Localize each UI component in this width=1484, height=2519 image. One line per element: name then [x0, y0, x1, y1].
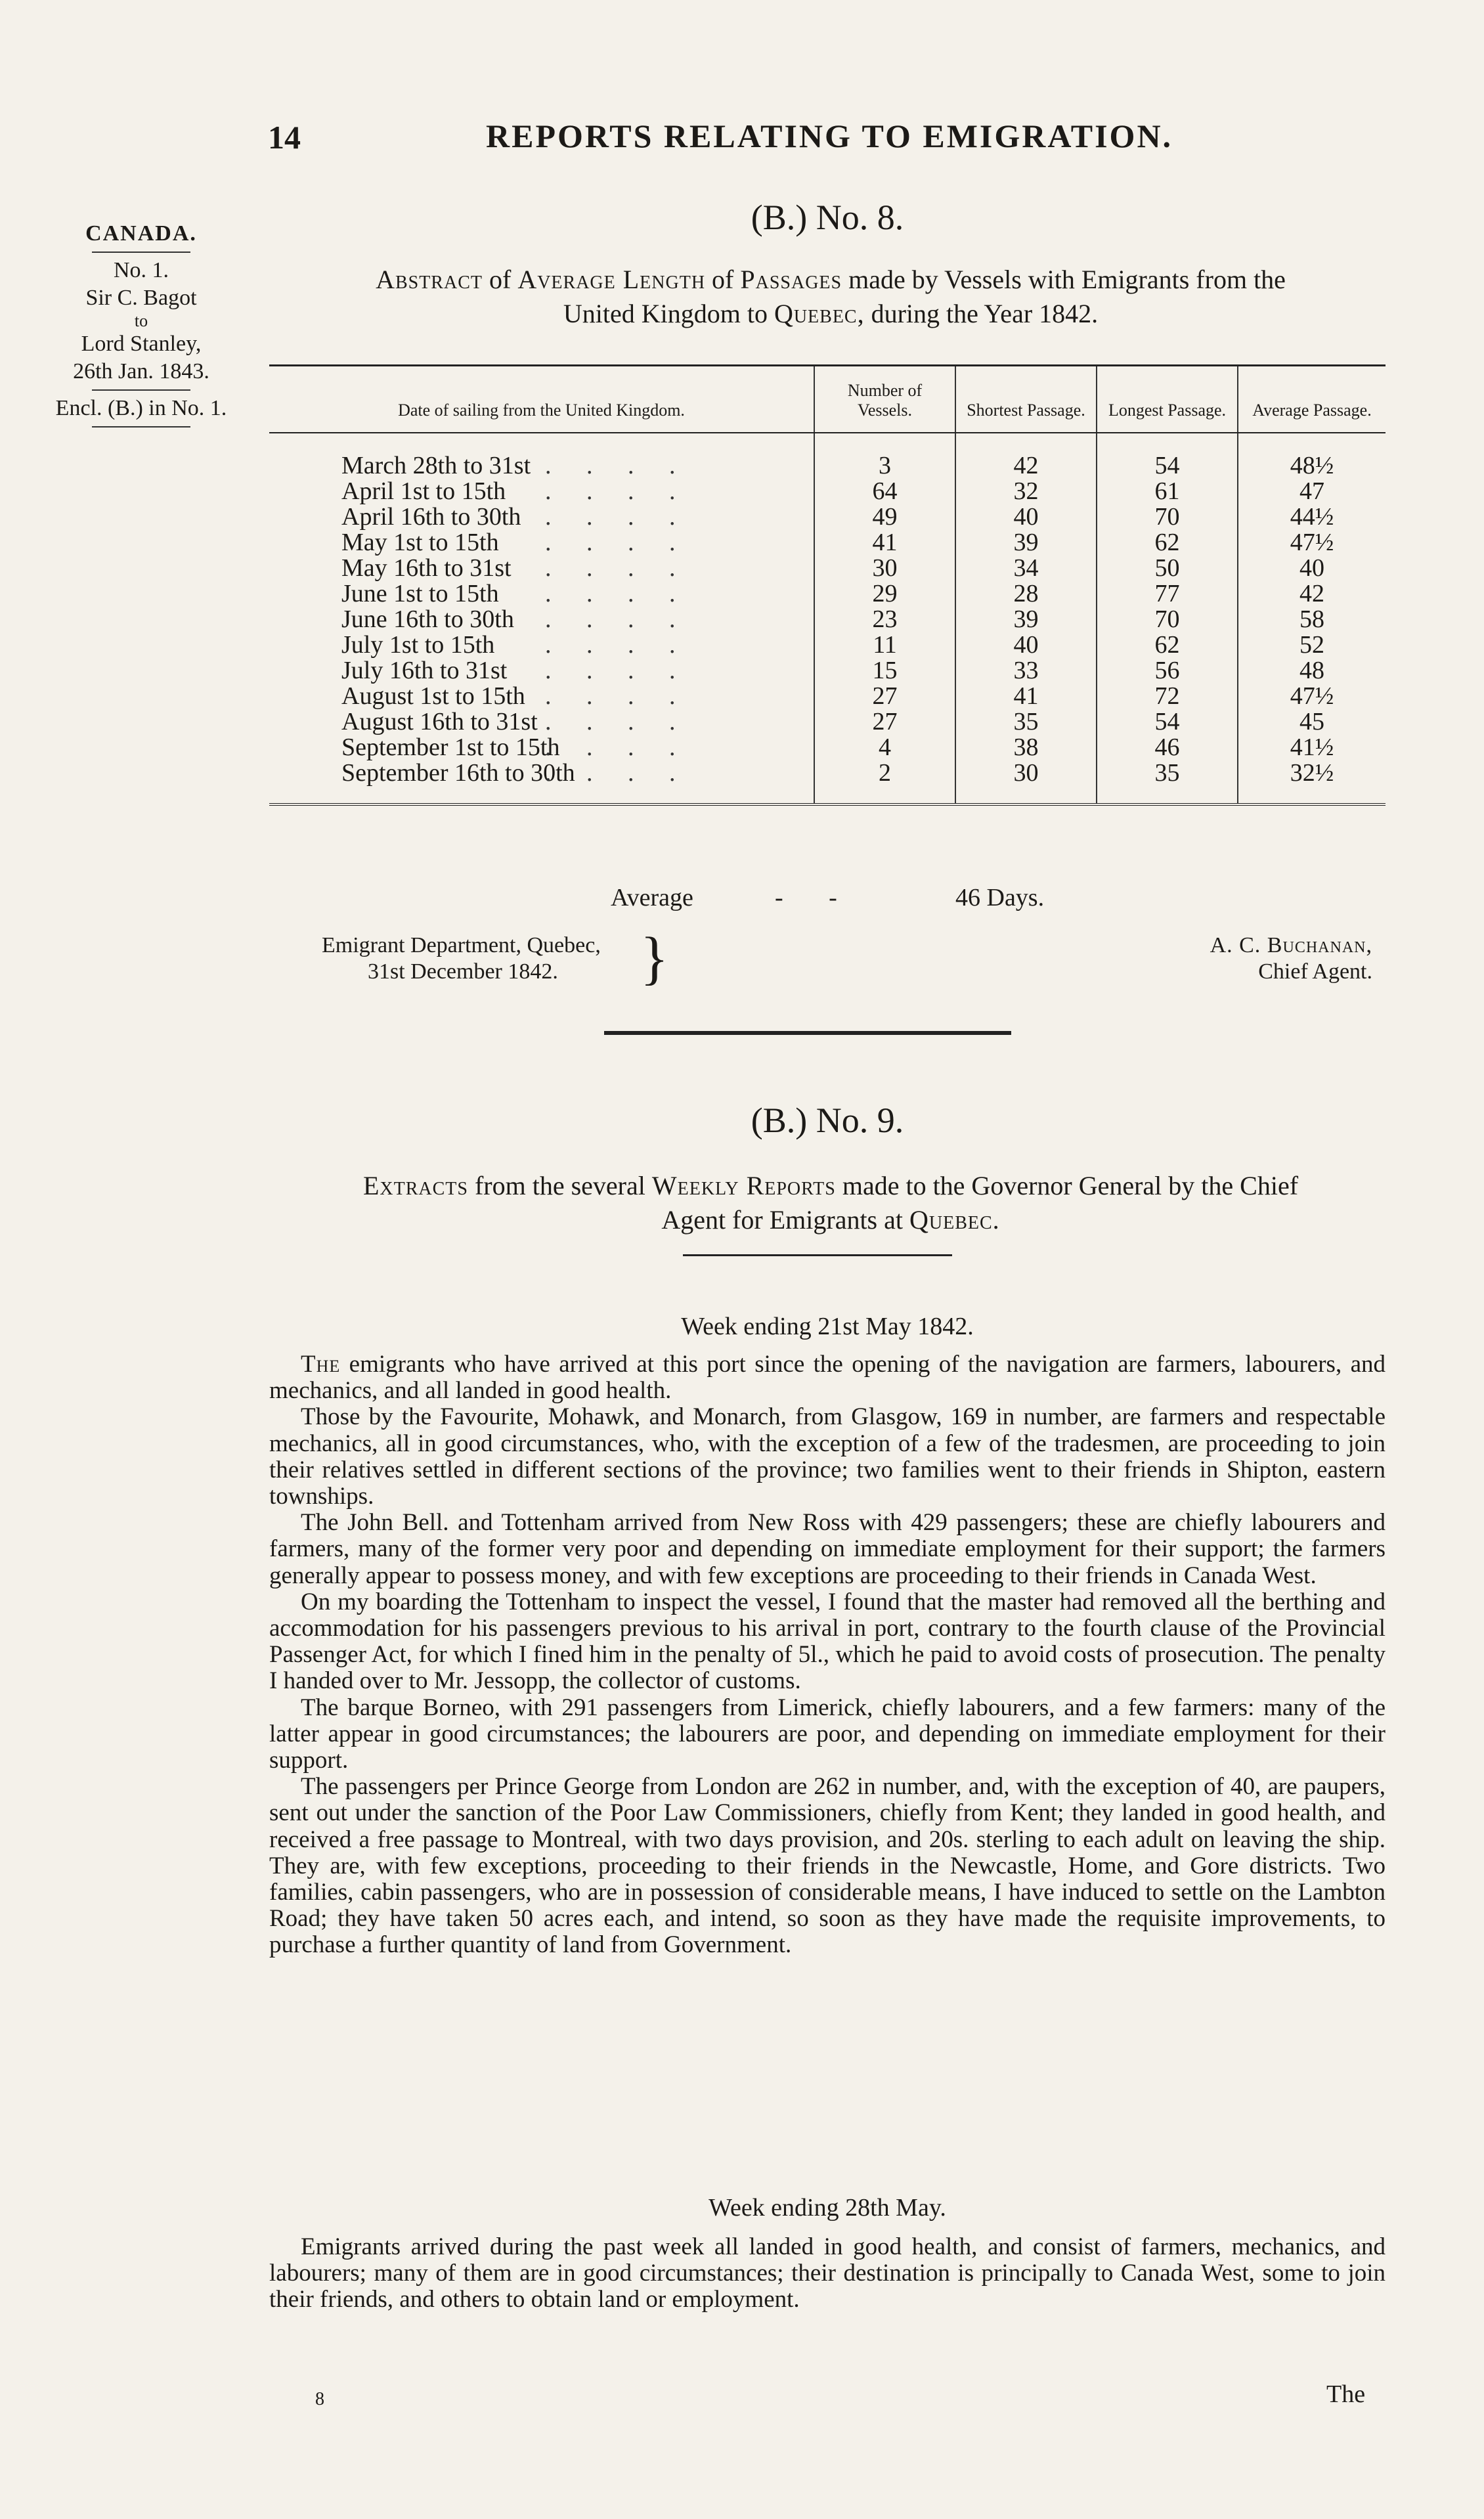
signature-mark: 8 [315, 2389, 324, 2409]
row-leader: . . . . [545, 657, 690, 684]
table-row [269, 479, 1386, 504]
row-date [269, 504, 814, 530]
row-shortest: 38 [955, 735, 1097, 760]
margin-enclosure: Encl. (B.) in No. 1. [55, 396, 227, 420]
row-shortest: 35 [955, 709, 1097, 735]
row-date [269, 760, 814, 804]
row-vessels: 4 [814, 735, 955, 760]
margin-rule [92, 252, 190, 253]
abstract-text: United Kingdom to [563, 299, 768, 328]
row-average: 48 [1238, 658, 1386, 684]
row-longest: 70 [1097, 607, 1238, 632]
signatory-name: A. C. Buchanan, [1210, 933, 1372, 957]
row-leader: . . . . [545, 503, 690, 531]
col-header-average: Average Passage. [1238, 366, 1386, 433]
row-date-text: June 1st to 15th [341, 580, 499, 607]
row-date [269, 658, 814, 684]
row-date [269, 556, 814, 581]
row-leader: . . . . [545, 452, 690, 479]
paragraph: On my boarding the Tottenham to inspect the vessel, I found that the master had removed all the berthing and accommodation for his passengers previous to his arrival in port, contrary to the fourth clause of the Provincial Passenger Act, for which I fined him in the penalty of 5l., which he paid to avoid costs of prosecution. The penalty I handed over to Mr. Jessopp, the collector of customs. [269, 1588, 1386, 1695]
row-shortest: 30 [955, 760, 1097, 804]
row-date [269, 735, 814, 760]
row-average: 40 [1238, 556, 1386, 581]
table-row [269, 607, 1386, 632]
row-shortest: 28 [955, 581, 1097, 607]
row-vessels: 29 [814, 581, 955, 607]
row-vessels: 27 [814, 709, 955, 735]
row-date [269, 530, 814, 556]
table-row [269, 735, 1386, 760]
row-longest: 56 [1097, 658, 1238, 684]
row-date-text: May 1st to 15th [341, 529, 499, 556]
table-body [269, 433, 1386, 804]
row-longest: 77 [1097, 581, 1238, 607]
row-average: 44½ [1238, 504, 1386, 530]
col-header-shortest: Shortest Passage. [955, 366, 1097, 433]
abstract-text: of [712, 265, 734, 294]
row-date-text: April 16th to 30th [341, 503, 521, 531]
row-average: 47 [1238, 479, 1386, 504]
row-longest: 54 [1097, 433, 1238, 479]
row-longest: 50 [1097, 556, 1238, 581]
row-average: 48½ [1238, 433, 1386, 479]
margin-to: to [134, 311, 148, 330]
row-longest: 62 [1097, 530, 1238, 556]
row-longest: 54 [1097, 709, 1238, 735]
row-date-text: August 1st to 15th [341, 682, 525, 710]
paragraph: The barque Borneo, with 291 passengers from Limerick, chiefly labourers, and a few farmers: many of the latter appear in good circumstances; the labourers are poor, and depending on immediate employment for their support. [269, 1694, 1386, 1774]
extracts-weekly-reports: Weekly Reports [651, 1171, 836, 1200]
row-leader: . . . . [545, 682, 690, 710]
row-shortest: 42 [955, 433, 1097, 479]
abstract-title [269, 263, 1392, 331]
paragraph: Those by the Favourite, Mohawk, and Monarch, from Glasgow, 169 in number, are farmers and respectable mechanics, all in good circumstances, who, with the exception of a few of the tradesmen, are proceeding to join their relatives settled in different sections of the province; two families went to their friends in Shipton, eastern townships. [269, 1403, 1386, 1510]
abstract-text: during the Year 1842. [871, 299, 1099, 328]
abstract-passages: Passages [740, 265, 842, 294]
abstract-word: Abstract [376, 265, 483, 294]
row-leader: . . . . [545, 631, 690, 659]
row-vessels: 49 [814, 504, 955, 530]
row-shortest: 33 [955, 658, 1097, 684]
row-longest: 61 [1097, 479, 1238, 504]
brace-icon: } [640, 926, 669, 991]
row-leader: . . . . [545, 605, 690, 633]
average-value: 46 Days. [955, 884, 1045, 911]
margin-from: Sir C. Bagot [85, 286, 197, 310]
table-row [269, 504, 1386, 530]
table-row [269, 581, 1386, 607]
row-average: 45 [1238, 709, 1386, 735]
row-leader: . . . . [545, 554, 690, 582]
row-date-text: August 16th to 31st [341, 708, 538, 735]
row-longest: 46 [1097, 735, 1238, 760]
row-average: 32½ [1238, 760, 1386, 804]
catchword: The [1326, 2380, 1366, 2408]
row-date [269, 581, 814, 607]
row-vessels: 3 [814, 433, 955, 479]
paragraph: The John Bell. and Tottenham arrived from New Ross with 429 passengers; these are chiefly labourers and farmers, many of the former very poor and depending on immediate employment for their support; the farmers generally appear to possess money, and with few exceptions are proceeding to their friends in Canada West. [269, 1509, 1386, 1589]
row-date-text: September 1st to 15th [341, 734, 560, 761]
page-number: 14 [268, 119, 301, 156]
abstract-text: made by Vessels with Emigrants from the [848, 265, 1286, 294]
page-header [0, 0, 1484, 171]
row-date [269, 632, 814, 658]
extracts-quebec: Quebec. [909, 1205, 1000, 1235]
row-leader: . . . . [545, 477, 690, 505]
paragraph: The passengers per Prince George from London are 262 in number, and, with the exception of 40, are paupers, sent out under the sanction of the Poor Law Commissioners, chiefly from Kent; they landed in good health, and received a free passage to Montreal, with two days provision, and 20s. sterling to each adult on leaving the ship. They are, with few exceptions, proceeding to their friends in the Newcastle, Home, and Gore districts. Two families, cabin passengers, who are in possession of considerable means, I have induced to settle on the Lambton Road; they have taken 50 acres each, and intend, so soon as they have made the requisite improvements, to purchase a further quantity of land from Government. [269, 1773, 1386, 1959]
lead-word: The [301, 1351, 341, 1378]
department-date: 31st December 1842. [368, 959, 558, 984]
department-line: Emigrant Department, Quebec, [322, 933, 601, 957]
row-date-text: June 16th to 30th [341, 605, 514, 633]
row-date [269, 684, 814, 709]
row-date [269, 433, 814, 479]
row-date [269, 607, 814, 632]
row-date [269, 709, 814, 735]
abstract-average-length: Average Length [517, 265, 706, 294]
row-date [269, 479, 814, 504]
section-title-b8: (B.) No. 8. [751, 198, 904, 237]
week-heading-2: Week ending 28th May. [709, 2194, 946, 2222]
row-date-text: July 1st to 15th [341, 631, 495, 659]
table-row [269, 658, 1386, 684]
table-row [269, 556, 1386, 581]
row-vessels: 64 [814, 479, 955, 504]
margin-number: No. 1. [113, 258, 169, 282]
paragraph-text: emigrants who have arrived at this port since the opening of the navigation are farmers, labourers, and mechanics, and all landed in good health. [269, 1351, 1386, 1405]
row-longest: 35 [1097, 760, 1238, 804]
row-shortest: 40 [955, 632, 1097, 658]
extracts-text: Agent for Emigrants at [661, 1205, 903, 1235]
row-vessels: 23 [814, 607, 955, 632]
week-heading-1: Week ending 21st May 1842. [681, 1313, 974, 1340]
row-leader: . . . . [545, 708, 690, 735]
row-longest: 62 [1097, 632, 1238, 658]
week1-text [269, 1351, 1386, 1959]
extracts-text: made to the Governor General by the Chief [842, 1171, 1299, 1200]
row-vessels: 15 [814, 658, 955, 684]
row-shortest: 40 [955, 504, 1097, 530]
row-longest: 70 [1097, 504, 1238, 530]
signature-block [1083, 932, 1372, 985]
signatory-title: Chief Agent. [1258, 959, 1372, 984]
row-average: 47½ [1238, 684, 1386, 709]
row-leader: . . . . [545, 529, 690, 556]
margin-rule [92, 426, 190, 427]
average-label: Average [611, 884, 693, 911]
average-dots: - - [775, 884, 857, 911]
margin-date: 26th Jan. 1843. [73, 359, 209, 383]
row-shortest: 34 [955, 556, 1097, 581]
row-average: 52 [1238, 632, 1386, 658]
row-shortest: 39 [955, 607, 1097, 632]
col-header-vessels: Number of Vessels. [814, 366, 955, 433]
row-date-text: March 28th to 31st [341, 452, 531, 479]
row-vessels: 41 [814, 530, 955, 556]
paragraph [269, 1351, 1386, 1404]
col-header-longest: Longest Passage. [1097, 366, 1238, 433]
row-vessels: 11 [814, 632, 955, 658]
margin-colony: CANADA. [85, 221, 197, 246]
row-average: 58 [1238, 607, 1386, 632]
section-title-b9: (B.) No. 9. [751, 1101, 904, 1140]
row-leader: . . . . [545, 580, 690, 607]
department-block [322, 932, 601, 985]
row-longest: 72 [1097, 684, 1238, 709]
table-row [269, 760, 1386, 804]
extracts-word: Extracts [362, 1171, 468, 1200]
row-leader: . . . . [545, 734, 690, 761]
row-vessels: 27 [814, 684, 955, 709]
row-average: 41½ [1238, 735, 1386, 760]
extracts-text: from the several [474, 1171, 645, 1200]
passages-table [269, 364, 1386, 806]
row-date-text: May 16th to 31st [341, 554, 512, 582]
extracts-title [269, 1169, 1392, 1237]
row-date-text: September 16th to 30th [341, 759, 575, 787]
row-vessels: 30 [814, 556, 955, 581]
table-row [269, 709, 1386, 735]
paragraph: Emigrants arrived during the past week all landed in good health, and consist of farmers, mechanics, and labourers; many of them are in good circumstances; their destination is principally to Canada West, some to join their friends, and others to obtain land or employment. [269, 2233, 1386, 2313]
table-header-row [269, 366, 1386, 433]
row-average: 47½ [1238, 530, 1386, 556]
running-title: REPORTS RELATING TO EMIGRATION. [486, 118, 1173, 154]
margin-recipient: Lord Stanley, [81, 332, 202, 356]
margin-rule [92, 389, 190, 391]
row-shortest: 41 [955, 684, 1097, 709]
table-row [269, 684, 1386, 709]
abstract-quebec: Quebec, [774, 299, 865, 328]
row-leader: . . . . [545, 759, 690, 787]
title-rule [683, 1254, 952, 1256]
table-row [269, 433, 1386, 479]
section-divider [604, 1031, 1011, 1035]
row-vessels: 2 [814, 760, 955, 804]
table-row [269, 632, 1386, 658]
row-shortest: 32 [955, 479, 1097, 504]
abstract-text: of [489, 265, 512, 294]
margin-note [33, 220, 250, 431]
table-row [269, 530, 1386, 556]
row-shortest: 39 [955, 530, 1097, 556]
row-average: 42 [1238, 581, 1386, 607]
row-date-text: April 1st to 15th [341, 477, 506, 505]
row-date-text: July 16th to 31st [341, 657, 508, 684]
week2-text [269, 2234, 1386, 2313]
col-header-date: Date of sailing from the United Kingdom. [269, 366, 814, 433]
